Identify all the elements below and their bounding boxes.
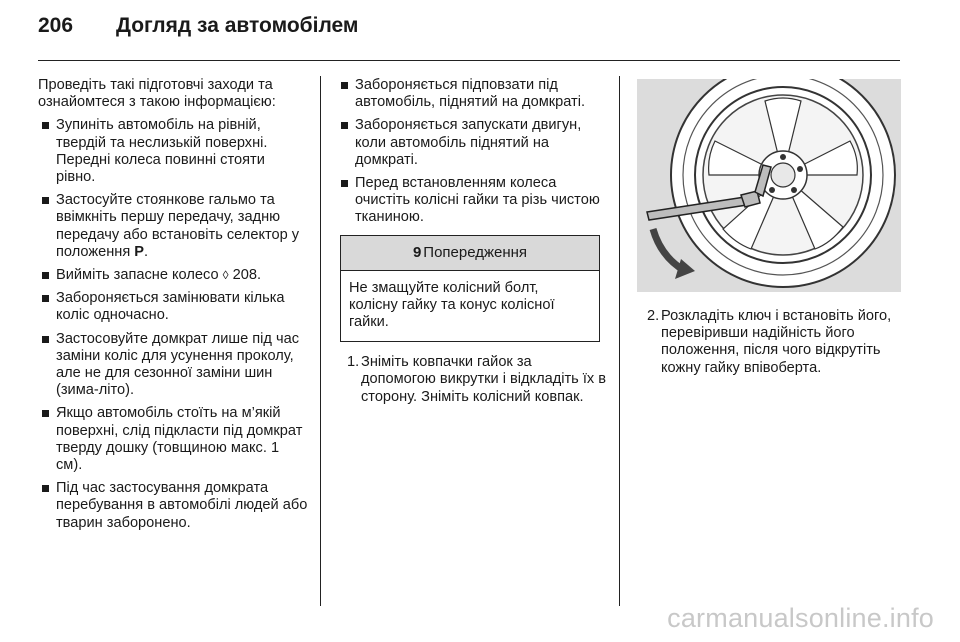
list-item: Застосуйте стоянкове гальмо та ввімкніть першу передачу, задню передачу або встановіть селектор у положення P. (38, 192, 308, 261)
gear-position-p: P (134, 243, 145, 260)
intro-text: Проведіть такі підготовчі заходи та ознайомтеся з такою інформацією: (38, 77, 276, 111)
step-text: Зніміть ковпачки гайок за допомогою викрутки і відкладіть їх в сторону. Зніміть колісний ковпак. (361, 354, 606, 405)
warning-box (340, 235, 600, 343)
prohibition-list (337, 77, 607, 227)
list-item: Забороняється запускати двигун, коли автомобіль піднятий на домкраті. (337, 117, 607, 169)
step-item (337, 354, 607, 406)
list-item: Забороняється підповзати під автомобіль, піднятий на домкраті. (337, 77, 607, 111)
header-rule (38, 60, 900, 61)
page-number: 206 (38, 14, 74, 37)
list-item: Застосовуйте домкрат лише під час заміни коліс для усунення проколу, але не для сезонної заміни шин (зима-літо). (38, 331, 308, 400)
column-3 (637, 77, 901, 383)
step-item (637, 308, 901, 377)
list-item: Зупиніть автомобіль на рівній, твердій та неслизькій поверхні. Передні колеса повинні стояти рівно. (38, 117, 308, 186)
list-item: Якщо автомобіль стоїть на м’якій поверхні, слід підкласти під домкрат тверду дошку (товщиною макс. 1 см). (38, 405, 308, 474)
step-text: Розкладіть ключ і встановіть його, перевіривши надійність його положення, після чого відкрутіть кожну гайку впівоберта. (661, 308, 892, 376)
site-watermark: carmanualsonline.info (667, 603, 934, 633)
bullet-icon (42, 410, 49, 417)
list-item: Вийміть запасне колесо ◊ 208. (38, 267, 308, 284)
page-reference-icon: ◊ (222, 268, 229, 283)
warning-header (341, 236, 599, 271)
bullet-icon (42, 197, 49, 204)
bullet-icon (42, 272, 49, 279)
bullet-icon (42, 122, 49, 129)
steps-list (337, 354, 607, 406)
preparation-list (38, 117, 308, 531)
bullet-icon (42, 485, 49, 492)
page-reference-link[interactable]: 208. (232, 267, 262, 284)
bullet-icon (341, 82, 348, 89)
list-item: Забороняється замінювати кілька коліс одночасно. (38, 290, 308, 324)
bullet-icon (42, 336, 49, 343)
warning-triangle-icon: 9 (412, 243, 422, 261)
column-2 (337, 77, 607, 412)
column-1 (38, 77, 308, 538)
step-number: 2. (647, 308, 660, 324)
list-item: Під час застосування домкрата перебування в автомобілі людей або тварин заборонено. (38, 480, 308, 532)
page-header (38, 14, 358, 54)
list-item: Перед встановленням колеса очистіть колісні гайки та різь чистою тканиною. (337, 175, 607, 227)
wheel-illustration (637, 79, 901, 292)
warning-title: Попередження (423, 243, 528, 261)
step-number: 1. (347, 354, 360, 371)
page-title: Догляд за автомобілем (116, 14, 359, 37)
bullet-icon (341, 180, 348, 187)
steps-list-continued (637, 308, 901, 377)
bullet-icon (341, 122, 348, 129)
wheel-wrench-illustration-icon (637, 79, 901, 292)
warning-text: Не змащуйте колісний болт, колісну гайку та конус колісної гайки. (349, 279, 555, 331)
column-divider-1 (320, 76, 321, 606)
column-divider-2 (619, 76, 620, 606)
bullet-icon (42, 295, 49, 302)
